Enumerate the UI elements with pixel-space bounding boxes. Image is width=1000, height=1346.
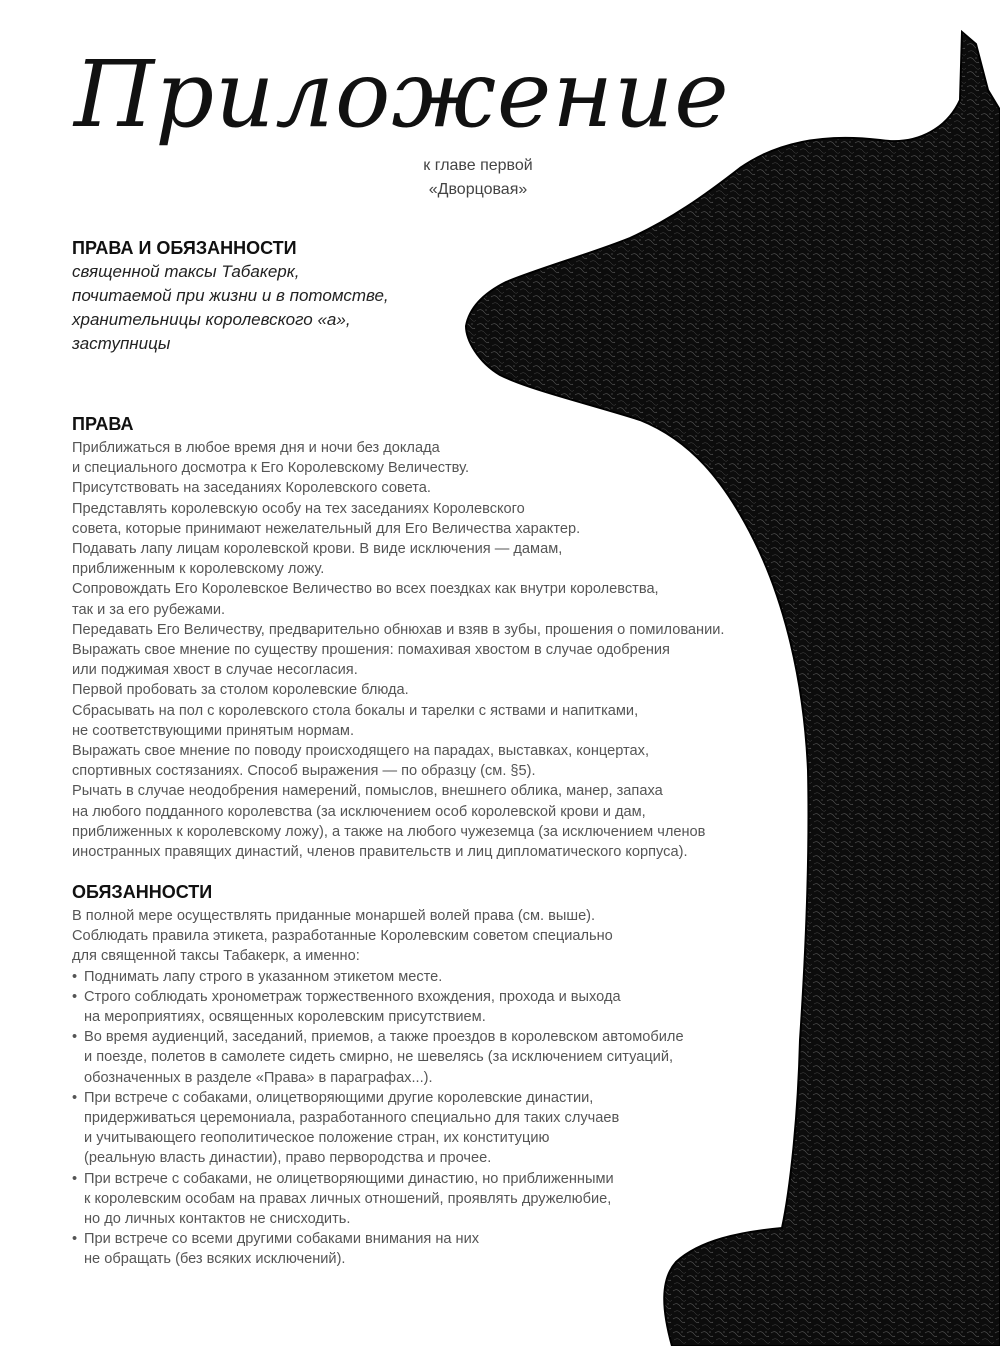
duties-bullet-item: • Поднимать лапу строго в указанном этикетом месте. <box>72 967 684 987</box>
page-title: Приложение <box>74 41 730 148</box>
duties-section <box>72 880 684 1270</box>
chapter-reference-line-2: «Дворцовая» <box>428 181 528 198</box>
duties-line: Соблюдать правила этикета, разработанные Королевским советом специально <box>72 928 613 945</box>
rights-line: Выражать свое мнение по существу прошения: помахивая хвостом в случае одобрения <box>72 642 670 659</box>
rights-line: Рычать в случае неодобрения намерений, помыслов, внешнего облика, манер, запаха <box>72 783 663 800</box>
rights-line: приближенным к королевскому ложу. <box>72 561 325 578</box>
duties-list <box>72 906 684 1270</box>
rights-line: и специального досмотра к Его Королевскому Величеству. <box>72 460 470 477</box>
rights-line: иностранных правящих династий, членов правительств и лиц дипломатического корпуса). <box>72 844 688 861</box>
section-heading <box>72 236 389 356</box>
heading-subtitle <box>72 260 389 356</box>
rights-line: совета, которые принимают нежелательный для Его Величества характер. <box>72 520 581 537</box>
rights-line: Выражать свое мнение по поводу происходящего на парадах, выставках, концертах, <box>72 743 650 760</box>
duties-line: для священной таксы Табакерк, а именно: <box>72 948 360 965</box>
duties-bullet-item: • При встрече с собаками, олицетворяющими другие королевские династии, <box>72 1088 684 1108</box>
rights-line: так и за его рубежами. <box>72 601 226 618</box>
chapter-reference-line-1: к главе первой <box>423 157 533 174</box>
duties-bullet-item: • Во время аудиенций, заседаний, приемов, а также проездов в королевском автомобиле <box>72 1027 684 1047</box>
duties-line: не обращать (без всяких исключений). <box>84 1251 346 1268</box>
duties-line: и учитывающего геополитическое положение стран, их конституцию <box>84 1130 550 1147</box>
duties-line: (реальную власть династии), право первородства и прочее. <box>84 1150 492 1167</box>
duties-line: но до личных контактов не снисходить. <box>84 1211 351 1228</box>
duties-bullet-item: • При встрече со всеми другими собаками внимания на них <box>72 1229 684 1249</box>
rights-line: не соответствующими принятым нормам. <box>72 722 355 739</box>
duties-line: к королевским особам на правах личных отношений, проявлять дружелюбие, <box>84 1190 612 1207</box>
chapter-reference <box>398 154 558 202</box>
rights-line: Сопровождать Его Королевское Величество во всех поездках как внутри королевства, <box>72 581 659 598</box>
heading-main: ПРАВА И ОБЯЗАННОСТИ <box>72 238 297 258</box>
rights-line: Представлять королевскую особу на тех заседаниях Королевского <box>72 500 525 517</box>
rights-line: Сбрасывать на пол с королевского стола бокалы и тарелки с яствами и напитками, <box>72 702 639 719</box>
duties-line: на мероприятиях, освященных королевским присутствием. <box>84 1009 486 1026</box>
rights-title: ПРАВА <box>72 414 134 434</box>
heading-subtitle-line: заступницы <box>72 334 171 353</box>
rights-line: Передавать Его Величеству, предварительно обнюхав и взяв в зубы, прошения о помиловании. <box>72 621 725 638</box>
rights-line: Подавать лапу лицам королевской крови. В виде исключения — дамам, <box>72 541 563 558</box>
rights-list <box>72 438 724 862</box>
rights-line: приближенных к королевскому ложу), а также на любого чужеземца (за исключением членов <box>72 823 706 840</box>
heading-subtitle-line: священной таксы Табакерк, <box>72 262 300 281</box>
duties-bullet-item: • При встрече с собаками, не олицетворяющими династию, но приближенными <box>72 1169 684 1189</box>
duties-line: обозначенных в разделе «Права» в параграфах...). <box>84 1069 433 1086</box>
rights-section <box>72 412 724 862</box>
duties-line: и поезде, полетов в самолете сидеть смирно, не шевелясь (за исключением ситуаций, <box>84 1049 674 1066</box>
duties-title: ОБЯЗАННОСТИ <box>72 882 213 902</box>
duties-bullet-item: • Строго соблюдать хронометраж торжественного вхождения, прохода и выхода <box>72 987 684 1007</box>
duties-line: придерживаться церемониала, разработанного специально для таких случаев <box>84 1110 620 1127</box>
rights-line: на любого подданного королевства (за исключением особ королевской крови и дам, <box>72 803 646 820</box>
heading-subtitle-line: хранительницы королевского «а», <box>72 310 351 329</box>
rights-line: Присутствовать на заседаниях Королевского совета. <box>72 480 431 497</box>
rights-line: или поджимая хвост в случае несогласия. <box>72 662 358 679</box>
rights-line: спортивных состязаниях. Способ выражения — по образцу (см. §5). <box>72 763 536 780</box>
heading-subtitle-line: почитаемой при жизни и в потомстве, <box>72 286 389 305</box>
rights-line: Приближаться в любое время дня и ночи без доклада <box>72 440 440 456</box>
duties-line: В полной мере осуществлять приданные монаршей волей права (см. выше). <box>72 908 596 924</box>
rights-line: Первой пробовать за столом королевские блюда. <box>72 682 409 699</box>
